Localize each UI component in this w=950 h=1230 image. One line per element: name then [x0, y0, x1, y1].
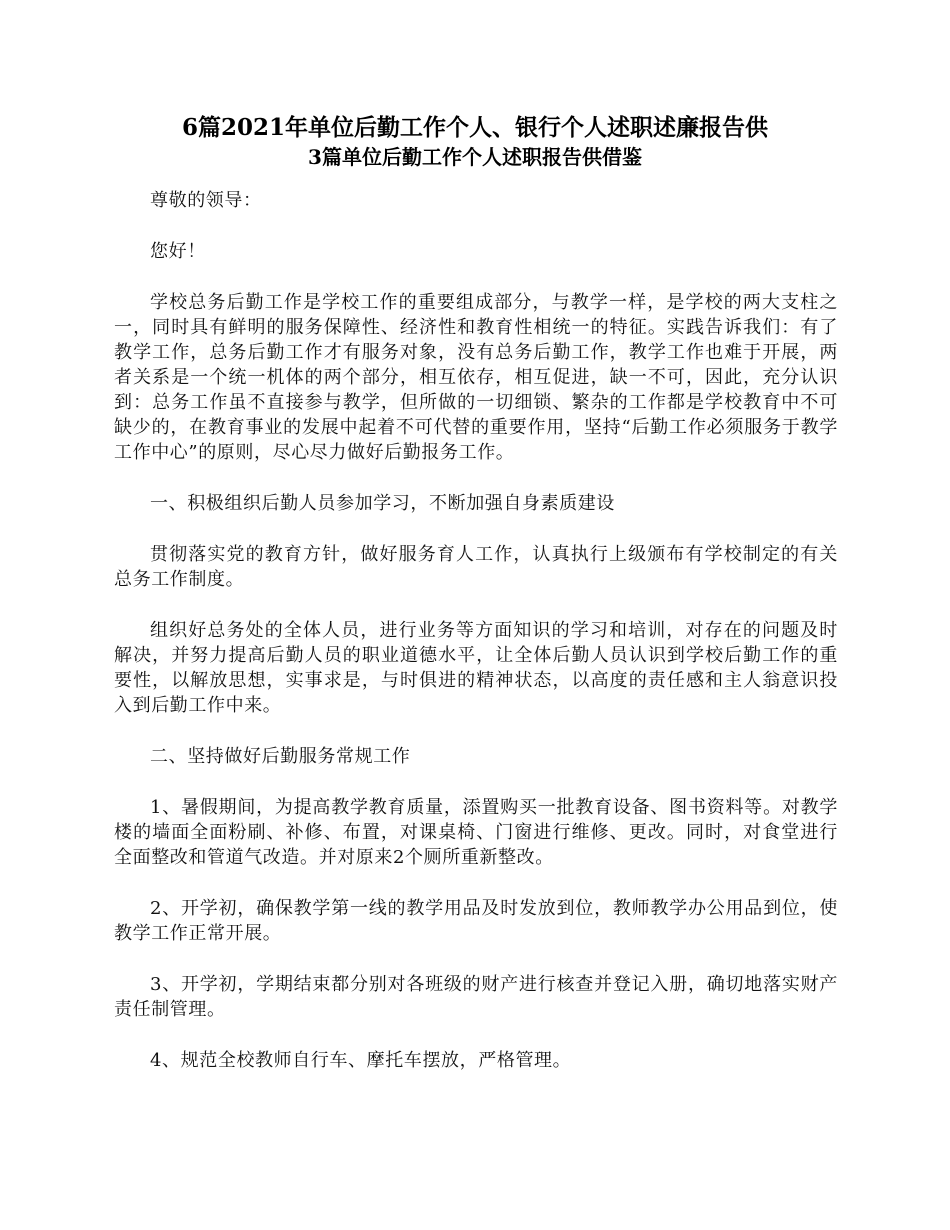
body-paragraph: 组织好总务处的全体人员，进行业务等方面知识的学习和培训，对存在的问题及时解决，并努力提高后勤人员的职业道德水平，让全体后勤人员认识到学校后勤工作的重要性，以解放思想，实事求是，与时俱进的精神状态，以高度的责任感和主人翁意识投入到后勤工作中来。 [114, 620, 838, 716]
list-item: 2、开学初，确保教学第一线的教学用品及时发放到位，教师教学办公用品到位，使教学工作正常开展。 [114, 898, 838, 944]
greeting: 您好！ [150, 241, 206, 262]
section-heading: 一、积极组织后勤人员参加学习，不断加强自身素质建设 [150, 493, 615, 514]
body-paragraph: 学校总务后勤工作是学校工作的重要组成部分，与教学一样，是学校的两大支柱之一，同时具有鲜明的服务保障性、经济性和教育性相统一的特征。实践告诉我们：有了教学工作，总务后勤工作才有服务对象，没有总务后勤工作，教学工作也难于开展，两者关系是一个统一机体的两个部分，相互依存，相互促进，缺一不可，因此，充分认识到：总务工作虽不直接参与教学，但所做的一切细锁、繁杂的工作都是学校教育中不可缺少的，在教育事业的发展中起着不可代替的重要作用，坚持“后勤工作必须服务于教学工作中心”的原则，尽心尽力做好后勤报务工作。 [114, 292, 838, 463]
salutation: 尊敬的领导： [150, 190, 262, 211]
document-body [114, 188, 838, 1099]
list-item: 3、开学初，学期结束都分别对各班级的财产进行核查并登记入册，确切地落实财产责任制管理。 [114, 974, 838, 1020]
section-heading: 二、坚持做好后勤服务常规工作 [150, 746, 411, 767]
document-title: 6篇2021年单位后勤工作个人、银行个人述职述廉报告供 [181, 114, 769, 141]
body-paragraph: 贯彻落实党的教育方针，做好服务育人工作，认真执行上级颁布有学校制定的有关总务工作制度。 [114, 544, 838, 590]
list-item: 4、规范全校教师自行车、摩托车摆放，严格管理。 [150, 1050, 572, 1071]
list-item: 1、暑假期间，为提高教学教育质量，添置购买一批教育设备、图书资料等。对教学楼的墙面全面粉刷、补修、布置，对课桌椅、门窗进行维修、更改。同时，对食堂进行全面整改和管道气改造。并对原来2个厕所重新整改。 [114, 797, 838, 868]
document-subtitle: 3篇单位后勤工作个人述职报告供借鉴 [308, 145, 642, 169]
